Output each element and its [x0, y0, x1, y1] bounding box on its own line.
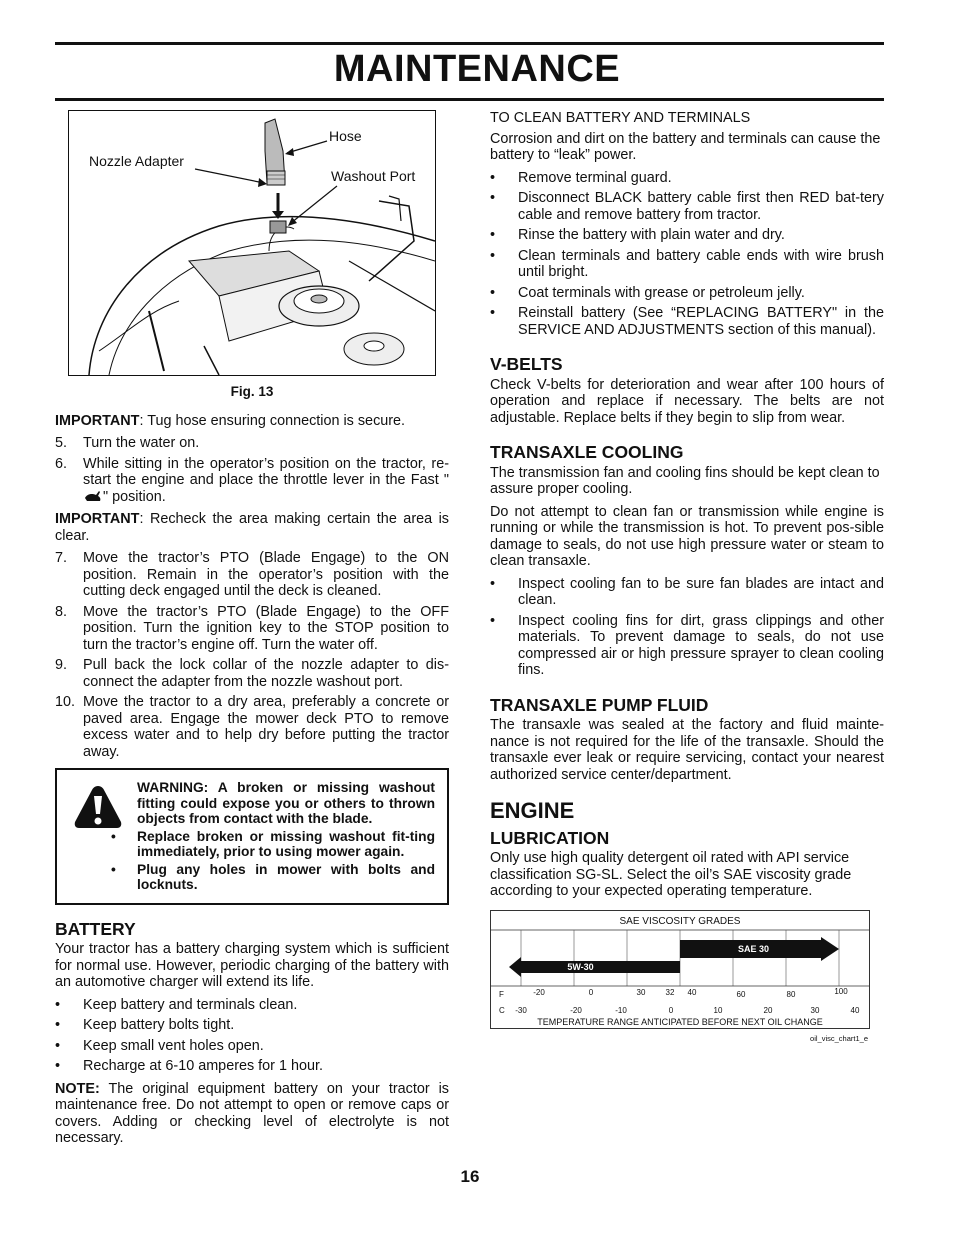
battery-note: NOTE: The original equipment battery on your tractor is maintenance free. Do not attempt to open or remove caps or covers. Adding or checking level of electrolyte is not necessary. [55, 1080, 449, 1146]
c-tick-label: -10 [615, 1005, 627, 1015]
page-number: 16 [460, 1167, 480, 1186]
right-column [490, 110, 884, 1047]
title-rule [55, 98, 884, 101]
c-tick-label: 0 [668, 1005, 674, 1015]
warning-box [55, 768, 449, 905]
list-item: • Keep battery and terminals clean. [55, 997, 449, 1014]
pump-fluid-text: The transaxle was sealed at the factory and fluid mainte-nance is not required for the life of the transaxle. Should the transaxle ever leak or require servicing, contact your nearest authorized service center/department. [490, 717, 884, 783]
chart-xlabel: TEMPERATURE RANGE ANTICIPATED BEFORE NEXT OIL CHANGE [537, 1016, 823, 1027]
lubrication-text: Only use high quality detergent oil rated with API service classification SG-SL. Select the oil’s SAE viscosity grade according to your expected operating temperature. [490, 850, 852, 899]
warning-lead: WARNING: A broken or missing washout fitting could expose you or others to thrown objects from contact with the blade. [137, 780, 435, 826]
steps-list-b [55, 550, 449, 760]
steps-list-a [55, 435, 449, 505]
c-tick-label: 30 [810, 1005, 820, 1015]
c-row-label: C [499, 1005, 505, 1015]
f-row-label: F [499, 989, 504, 999]
page-title: MAINTENANCE [333, 48, 621, 90]
f-tick-label: 32 [665, 987, 675, 997]
clean-intro: Corrosion and dirt on the battery and terminals can cause the battery to “leak” power. [490, 130, 881, 163]
chart-footnote: oil_visc_chart1_e [810, 1033, 868, 1043]
warning-bullets [111, 829, 435, 893]
list-item: • Inspect cooling fan to be sure fan blades are intact and clean. [490, 576, 884, 609]
rabbit-fast-icon [83, 489, 103, 503]
battery-bullets [55, 997, 449, 1075]
transaxle-cooling-heading: TRANSAXLE COOLING [490, 442, 684, 462]
list-item: 6. While sitting in the operator’s position on the tractor, re-start the engine and place the throttle lever in the Fast "" position. [55, 455, 449, 505]
f-tick-label: 30 [636, 987, 646, 997]
list-item: • Disconnect BLACK battery cable first then RED bat-tery cable and remove battery from tractor. [490, 190, 884, 223]
pump-fluid-heading: TRANSAXLE PUMP FLUID [490, 694, 709, 715]
transaxle-cooling-bullets [490, 576, 884, 679]
bar-label-sae-30: SAE 30 [737, 943, 770, 954]
list-item: • Keep small vent holes open. [55, 1038, 449, 1055]
vbelts-heading: V-BELTS [490, 354, 563, 374]
warning-icon [73, 784, 123, 830]
transaxle-cooling-p2: Do not attempt to clean fan or transmission while engine is running or while the transmission is hot. To prevent pos-sible damage to seals, do not use high pressure water or steam to clean transaxle. [490, 503, 884, 569]
important-note-2: IMPORTANT: Recheck the area making certain the area is clear. [55, 511, 449, 544]
lubrication-heading: LUBRICATION [490, 827, 610, 848]
chart-title: SAE VISCOSITY GRADES [619, 915, 741, 927]
list-item: • Inspect cooling fins for dirt, grass clippings and other materials. To prevent damage to seals, do not use compressed air or high pressure sprayer to clean cooling fins. [490, 613, 884, 679]
battery-heading: BATTERY [55, 918, 136, 939]
list-item: 10. Move the tractor to a dry area, preferably a concrete or paved area. Engage the mower deck PTO to remove excess water and to help dry before putting the tractor away. [55, 694, 449, 760]
list-item: • Clean terminals and battery cable ends with wire brush until bright. [490, 248, 884, 281]
c-tick-label: -30 [515, 1005, 527, 1015]
list-item: • Rinse the battery with plain water and dry. [490, 227, 884, 244]
mower-deck-illustration [69, 111, 435, 375]
battery-intro: Your tractor has a battery charging system which is sufficient for normal use. However, periodic charging of the battery with an automotive charger will extend its life. [55, 941, 449, 990]
c-tick-label: 40 [850, 1005, 860, 1015]
clean-bullets [490, 170, 884, 339]
transaxle-cooling-p1: The transmission fan and cooling fins should be kept clean to assure proper cooling. [490, 464, 880, 497]
figure-caption: Fig. 13 [230, 384, 274, 399]
bar-label-5w-30: 5W-30 [567, 961, 594, 972]
figure-13 [68, 110, 436, 376]
list-item: • Plug any holes in mower with bolts and locknuts. [111, 862, 435, 893]
list-item: 5. Turn the water on. [55, 435, 200, 451]
list-item: • Reinstall battery (See “REPLACING BATTERY" in the SERVICE AND ADJUSTMENTS section of this manual). [490, 305, 884, 338]
engine-heading: ENGINE [490, 798, 575, 823]
bar-5w-30 [509, 957, 680, 977]
hose-label: Hose [329, 128, 362, 144]
important-note-1: IMPORTANT: Tug hose ensuring connection is secure. [55, 412, 406, 429]
clean-heading: TO CLEAN BATTERY AND TERMINALS [490, 110, 751, 126]
f-tick-label: 60 [736, 989, 746, 999]
viscosity-chart [490, 910, 870, 1029]
list-item: 8. Move the tractor’s PTO (Blade Engage) to the OFF position. Turn the ignition key to the STOP position to turn the tractor’s engine off. Turn the water off. [55, 603, 449, 653]
f-tick-label: 100 [834, 986, 848, 996]
top-rule [55, 42, 884, 45]
list-item: • Recharge at 6-10 amperes for 1 hour. [55, 1058, 449, 1075]
list-item: • Remove terminal guard. [490, 170, 884, 187]
list-item: • Keep battery bolts tight. [55, 1017, 449, 1034]
f-tick-label: -20 [533, 987, 545, 997]
c-tick-label: 10 [713, 1005, 723, 1015]
washout-port-label: Washout Port [331, 168, 416, 184]
vbelts-text: Check V-belts for deterioration and wear after 100 hours of operation and replace if necessary. The belts are not adjustable. Replace belts if they begin to slip from wear. [490, 376, 884, 426]
c-tick-label: -20 [570, 1005, 582, 1015]
nozzle-adapter-label: Nozzle Adapter [89, 153, 184, 169]
viscosity-chart-svg [491, 911, 869, 1028]
list-item: 9. Pull back the lock collar of the nozzle adapter to dis-connect the adapter from the nozzle washout port. [55, 657, 449, 690]
f-tick-label: 40 [687, 987, 697, 997]
f-tick-label: 0 [588, 987, 594, 997]
list-item: • Coat terminals with grease or petroleum jelly. [490, 285, 884, 302]
f-tick-label: 80 [786, 989, 796, 999]
list-item: 7. Move the tractor’s PTO (Blade Engage) to the ON position. Remain in the operator’s position with the cutting deck engaged until the deck is cleaned. [55, 550, 449, 599]
left-column [55, 110, 449, 1153]
list-item: • Replace broken or missing washout fit-ting immediately, prior to using mower again. [111, 829, 435, 860]
c-tick-label: 20 [763, 1005, 773, 1015]
